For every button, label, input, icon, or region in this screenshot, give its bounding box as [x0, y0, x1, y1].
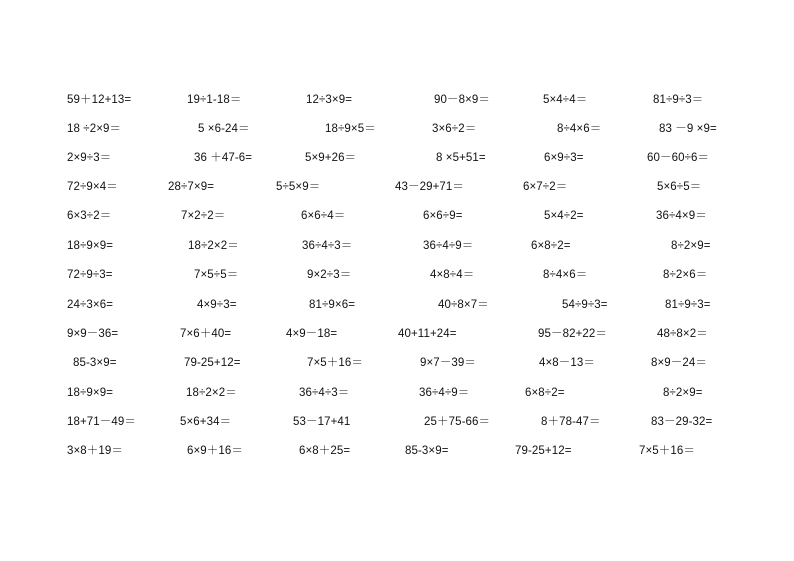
math-problem: 18+71－49＝ [67, 416, 136, 428]
math-problem: 4×9－18= [286, 328, 338, 340]
math-problem: 7×5＋16＝ [639, 445, 695, 457]
problem-row [0, 324, 794, 344]
math-problem: 36÷4×9＝ [656, 210, 707, 222]
math-problem: 18÷9×9= [67, 240, 114, 252]
math-problem: 53－17+41 [293, 416, 351, 428]
math-problem: 36 ＋47-6= [194, 152, 253, 164]
math-problem: 5 ×6-24＝ [198, 123, 250, 135]
math-problem: 40÷8×7＝ [438, 299, 489, 311]
problem-row [0, 236, 794, 256]
math-problem: 79-25+12= [184, 357, 241, 369]
math-problem: 72÷9×4＝ [67, 181, 118, 193]
problem-row [0, 206, 794, 226]
problem-row [0, 148, 794, 168]
math-problem: 48÷8×2＝ [657, 328, 708, 340]
math-problem: 6×6÷4＝ [301, 210, 346, 222]
math-problem: 60－60÷6＝ [647, 152, 710, 164]
math-problem: 18÷2×2＝ [186, 387, 237, 399]
math-problem: 6×9÷3= [544, 152, 584, 164]
math-problem: 83 －9 ×9= [659, 123, 717, 135]
math-problem: 4×9÷3= [197, 299, 237, 311]
math-problem: 5×6÷5＝ [657, 181, 702, 193]
math-problem: 3×6÷2＝ [432, 123, 477, 135]
math-problem: 40+11+24= [398, 328, 457, 340]
math-problem: 5×9+26＝ [305, 152, 357, 164]
math-problem: 5×4÷4＝ [543, 94, 588, 106]
problem-row [0, 295, 794, 315]
math-problem: 59＋12+13= [67, 94, 132, 106]
math-problem: 9×7－39＝ [420, 357, 476, 369]
math-problem: 8＋78-47＝ [541, 416, 601, 428]
math-problem: 36÷4÷3＝ [302, 240, 353, 252]
problem-row [0, 383, 794, 403]
math-problem: 7×5÷5＝ [194, 269, 239, 281]
math-problem: 4×8÷4＝ [430, 269, 475, 281]
problem-row [0, 353, 794, 373]
math-problem: 36÷4÷9＝ [419, 387, 470, 399]
math-problem: 81÷9÷3= [665, 299, 711, 311]
problem-row [0, 265, 794, 285]
math-problem: 81÷9÷3＝ [653, 94, 704, 106]
problem-row [0, 177, 794, 197]
math-problem: 54÷9÷3= [562, 299, 608, 311]
problem-row [0, 441, 794, 461]
math-problem: 36÷4÷9＝ [423, 240, 474, 252]
math-problem: 6×7÷2＝ [523, 181, 568, 193]
problem-row [0, 412, 794, 432]
math-problem: 9×9－36= [67, 328, 119, 340]
math-problem: 5×6+34＝ [180, 416, 232, 428]
math-problem: 4×8－13＝ [539, 357, 595, 369]
math-problem: 18 ÷2×9＝ [67, 123, 122, 135]
math-problem: 19÷1-18＝ [187, 94, 242, 106]
math-problem: 6×6÷9= [423, 210, 463, 222]
math-problem: 95－82+22＝ [538, 328, 607, 340]
problem-row [0, 90, 794, 110]
math-problem: 8÷2×6＝ [663, 269, 708, 281]
math-problem: 72÷9÷3= [67, 269, 113, 281]
math-problem: 12÷3×9= [306, 94, 353, 106]
math-problem: 6×9＋16＝ [187, 445, 243, 457]
math-problem: 85-3×9= [73, 357, 117, 369]
math-problem: 24÷3×6= [67, 299, 114, 311]
math-problem: 6×8＋25= [299, 445, 351, 457]
math-problem: 7×6＋40= [180, 328, 232, 340]
math-problem: 81÷9×6= [309, 299, 356, 311]
math-problem: 9×2÷3＝ [307, 269, 352, 281]
math-problem: 8÷2×9= [671, 240, 711, 252]
math-problem: 6×8÷2= [531, 240, 571, 252]
math-problem: 6×8÷2= [525, 387, 565, 399]
math-problem: 25＋75-66＝ [424, 416, 491, 428]
math-problem: 8 ×5+51= [436, 152, 486, 164]
math-problem: 36÷4÷3＝ [299, 387, 350, 399]
math-problem: 18÷9×9= [67, 387, 114, 399]
math-problem: 7×5＋16＝ [307, 357, 363, 369]
math-problem: 6×3÷2＝ [67, 210, 112, 222]
math-problem: 5×4÷2= [544, 210, 584, 222]
math-problem: 8÷4×6＝ [557, 123, 602, 135]
math-problem: 8×9－24＝ [651, 357, 707, 369]
math-problem: 83－29-32= [651, 416, 713, 428]
math-problem: 85-3×9= [405, 445, 449, 457]
math-problem: 2×9÷3＝ [67, 152, 112, 164]
math-problem: 7×2÷2＝ [181, 210, 226, 222]
math-problem: 8÷4×6＝ [543, 269, 588, 281]
math-problem: 90－8×9＝ [434, 94, 490, 106]
math-problem: 3×8＋19＝ [67, 445, 123, 457]
problem-row [0, 119, 794, 139]
math-problem: 79-25+12= [515, 445, 572, 457]
math-problem: 5÷5×9＝ [276, 181, 321, 193]
math-problem: 18÷2×2＝ [188, 240, 239, 252]
math-problem: 28÷7×9= [168, 181, 215, 193]
math-problem: 18÷9×5＝ [325, 123, 376, 135]
math-problem: 8÷2×9= [663, 387, 703, 399]
math-problem: 43－29+71＝ [395, 181, 464, 193]
